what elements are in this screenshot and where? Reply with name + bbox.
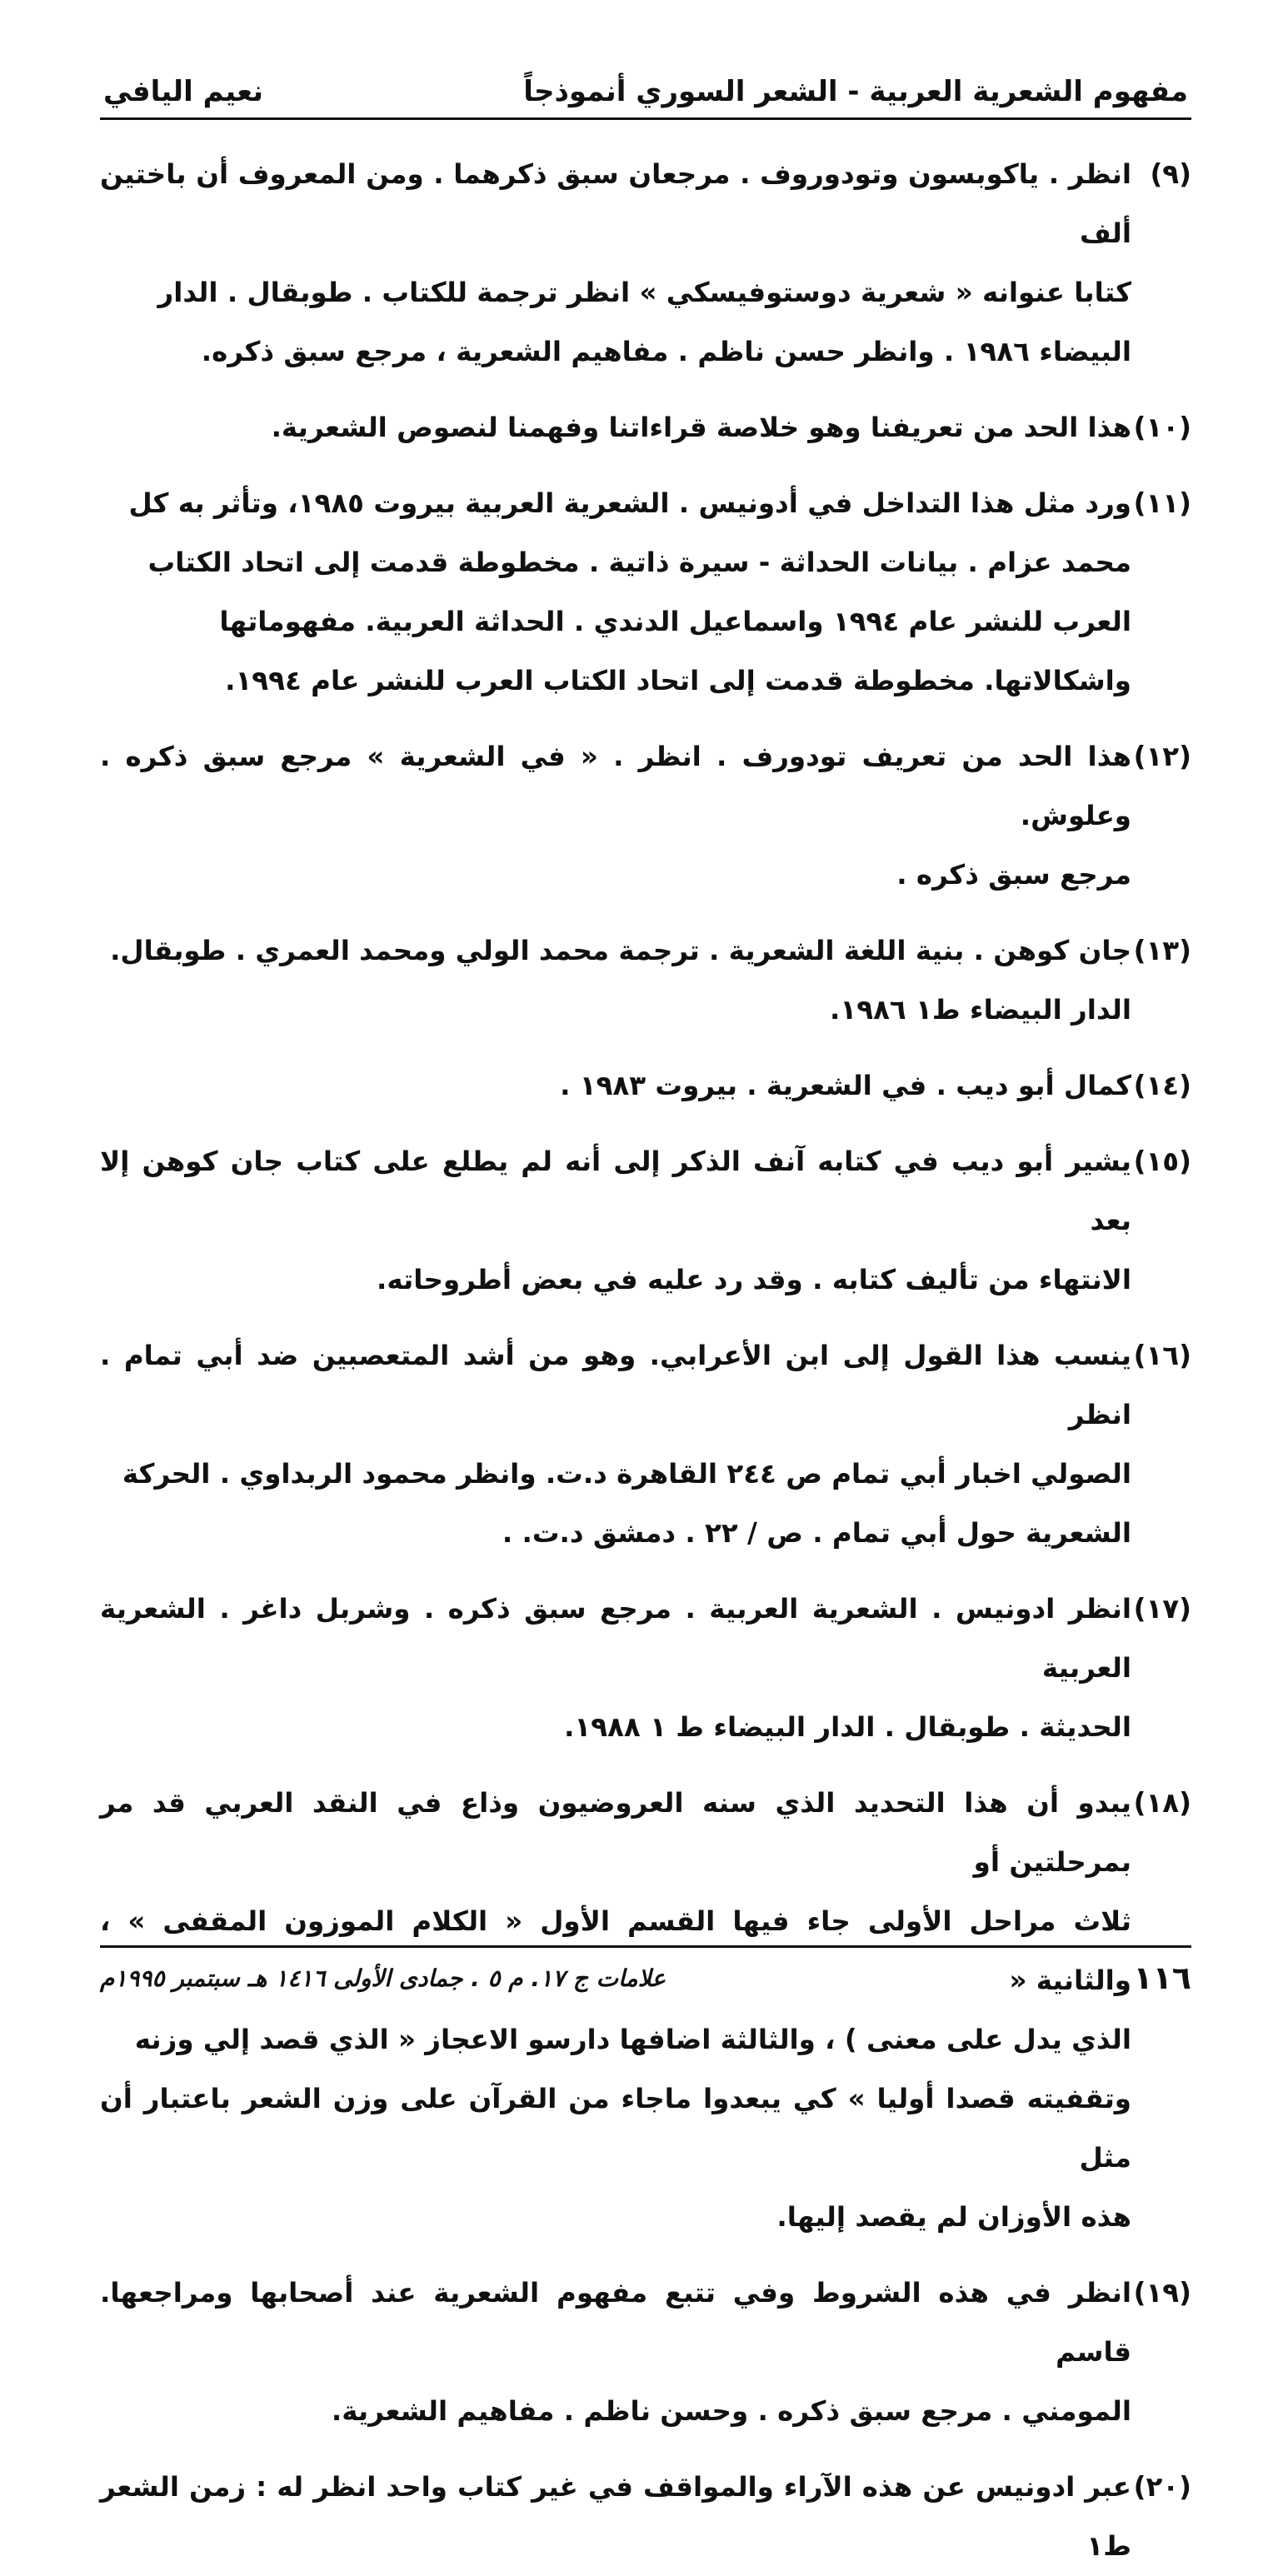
header-author: نعيم اليافي [103, 75, 264, 108]
page-number: ١١٦ [1133, 1959, 1191, 1996]
endnote [100, 474, 1191, 711]
endnote-number: (١٧) [1133, 1592, 1191, 1625]
endnote-line: الانتهاء من تأليف كتابه . وقد رد عليه في بعض أطروحاته. [376, 1263, 1131, 1295]
endnote-text [100, 2458, 1131, 2576]
endnote [100, 727, 1191, 905]
endnote-line: ينسب هذا القول إلى ابن الأعرابي. وهو من أشد المتعصبين ضد أبي تمام . انظر [100, 1339, 1131, 1430]
endnote-number: (١٠) [1133, 411, 1191, 443]
endnote-line: الدار البيضاء ط١ ١٩٨٦. [830, 993, 1131, 1026]
endnote-text [100, 1132, 1131, 1310]
endnote-line: البيضاء ١٩٨٦ . وانظر حسن ناظم . مفاهيم الشعرية ، مرجع سبق ذكره. [201, 335, 1131, 367]
endnote-number: (١٨) [1133, 1786, 1191, 1819]
endnote-number: (١٣) [1133, 934, 1191, 966]
endnote-text [100, 145, 1131, 382]
endnote-line: عبر ادونيس عن هذه الآراء والمواقف في غير كتاب واحد انظر له : زمن الشعر ط١ [100, 2470, 1131, 2562]
endnote [100, 145, 1191, 382]
endnote-line: ورد مثل هذا التداخل في أدونيس . الشعرية العربية بيروت ١٩٨٥، وتأثر به كل [128, 487, 1131, 519]
endnote-text [100, 1580, 1131, 1757]
endnote-text [100, 1326, 1131, 1563]
endnote-text [100, 921, 1131, 1040]
endnote-number: (١٩) [1133, 2276, 1191, 2309]
journal-citation: علامات ج ١٧. م ٥ . جمادى الأولى ١٤١٦ هـ سبتمبر ١٩٩٥م [100, 1964, 666, 1992]
header-title: مفهوم الشعرية العربية - الشعر السوري أنموذجاً [523, 75, 1188, 108]
running-header [100, 75, 1191, 120]
endnote-number: (١٢) [1133, 740, 1191, 772]
endnote [100, 1774, 1191, 2247]
document-page [100, 75, 1191, 2562]
endnote-line: الحديثة . طوبقال . الدار البيضاء ط ١ ١٩٨٨. [564, 1710, 1131, 1743]
endnote-number: (١١) [1133, 487, 1191, 519]
endnote-line: الذي يدل على معنى ) ، والثالثة اضافها دارسو الاعجاز « الذي قصد إلي وزنه [134, 2023, 1131, 2055]
endnote [100, 1580, 1191, 1757]
endnote-text [100, 398, 1131, 457]
endnote-text [100, 727, 1131, 905]
endnote [100, 921, 1191, 1040]
endnote [100, 1132, 1191, 1310]
endnote-line: يشير أبو ديب في كتابه آنف الذكر إلى أنه لم يطلع على كتاب جان كوهن إلا بعد [100, 1145, 1131, 1236]
endnote-line: الصولي اخبار أبي تمام ص ٢٤٤ القاهرة د.ت. وانظر محمود الربداوي . الحركة [122, 1457, 1131, 1490]
endnote [100, 398, 1191, 457]
endnote-line: جان كوهن . بنية اللغة الشعرية . ترجمة محمد الولي ومحمد العمري . طوبقال. [110, 934, 1131, 966]
endnote-line: المومني . مرجع سبق ذكره . وحسن ناظم . مفاهيم الشعرية. [331, 2394, 1131, 2427]
endnote-line: الشعرية حول أبي تمام . ص / ٢٢ . دمشق د.ت. . [502, 1516, 1131, 1549]
endnote-line: انظر في هذه الشروط وفي تتبع مفهوم الشعرية عند أصحابها ومراجعها. قاسم [100, 2276, 1131, 2368]
endnote-text [100, 474, 1131, 711]
endnote-line: هذا الحد من تعريف تودورف . انظر . « في الشعرية » مرجع سبق ذكره . وعلوش. [100, 740, 1131, 831]
endnote-text [100, 2264, 1131, 2441]
endnote-line: كمال أبو ديب . في الشعرية . بيروت ١٩٨٣ . [560, 1069, 1131, 1101]
endnote-text [100, 1774, 1131, 2247]
endnote-number: (١٤) [1133, 1069, 1191, 1101]
endnote-line: العرب للنشر عام ١٩٩٤ واسماعيل الدندي . الحداثة العربية. مفهوماتها [219, 605, 1131, 637]
endnote-line: واشكالاتها. مخطوطة قدمت إلى اتحاد الكتاب العرب للنشر عام ١٩٩٤. [225, 664, 1131, 696]
endnote-number: (١٥) [1133, 1145, 1191, 1177]
endnote-line: يبدو أن هذا التحديد الذي سنه العروضيون وذاع في النقد العربي قد مر بمرحلتين أو [100, 1786, 1131, 1878]
endnote-line: هذه الأوزان لم يقصد إليها. [776, 2200, 1131, 2233]
endnote [100, 1326, 1191, 1563]
endnote-line: وتقفيته قصدا أوليا » كي يبعدوا ماجاء من القرآن على وزن الشعر باعتبار أن مثل [100, 2082, 1131, 2174]
endnote [100, 2458, 1191, 2576]
endnote-line: محمد عزام . بيانات الحداثة - سيرة ذاتية . مخطوطة قدمت إلى اتحاد الكتاب [147, 546, 1131, 578]
endnote-line: انظر ادونيس . الشعرية العربية . مرجع سبق ذكره . وشربل داغر . الشعرية العربية [100, 1592, 1131, 1684]
endnote [100, 1056, 1191, 1116]
endnote-number: (٩) [1150, 157, 1191, 190]
endnote-line: كتابا عنوانه « شعرية دوستوفيسكي » انظر ترجمة للكتاب . طوبقال . الدار [157, 276, 1131, 308]
page-footer [100, 1945, 1191, 1996]
endnote-line: هذا الحد من تعريفنا وهو خلاصة قراءاتنا وفهمنا لنصوص الشعرية. [271, 411, 1131, 443]
endnotes-list [100, 145, 1191, 2576]
endnote-number: (١٦) [1133, 1339, 1191, 1371]
endnote-line: مرجع سبق ذكره . [896, 858, 1131, 891]
endnote-line: انظر . ياكوبسون وتودوروف . مرجعان سبق ذكرهما . ومن المعروف أن باختين ألف [100, 157, 1131, 249]
endnote [100, 2264, 1191, 2441]
endnote-number: (٢٠) [1133, 2470, 1191, 2503]
endnote-line: ثلاث مراحل الأولى جاء فيها القسم الأول « الكلام الموزون المقفى » ، والثانية « [100, 1905, 1131, 1996]
endnote-text [100, 1056, 1131, 1116]
